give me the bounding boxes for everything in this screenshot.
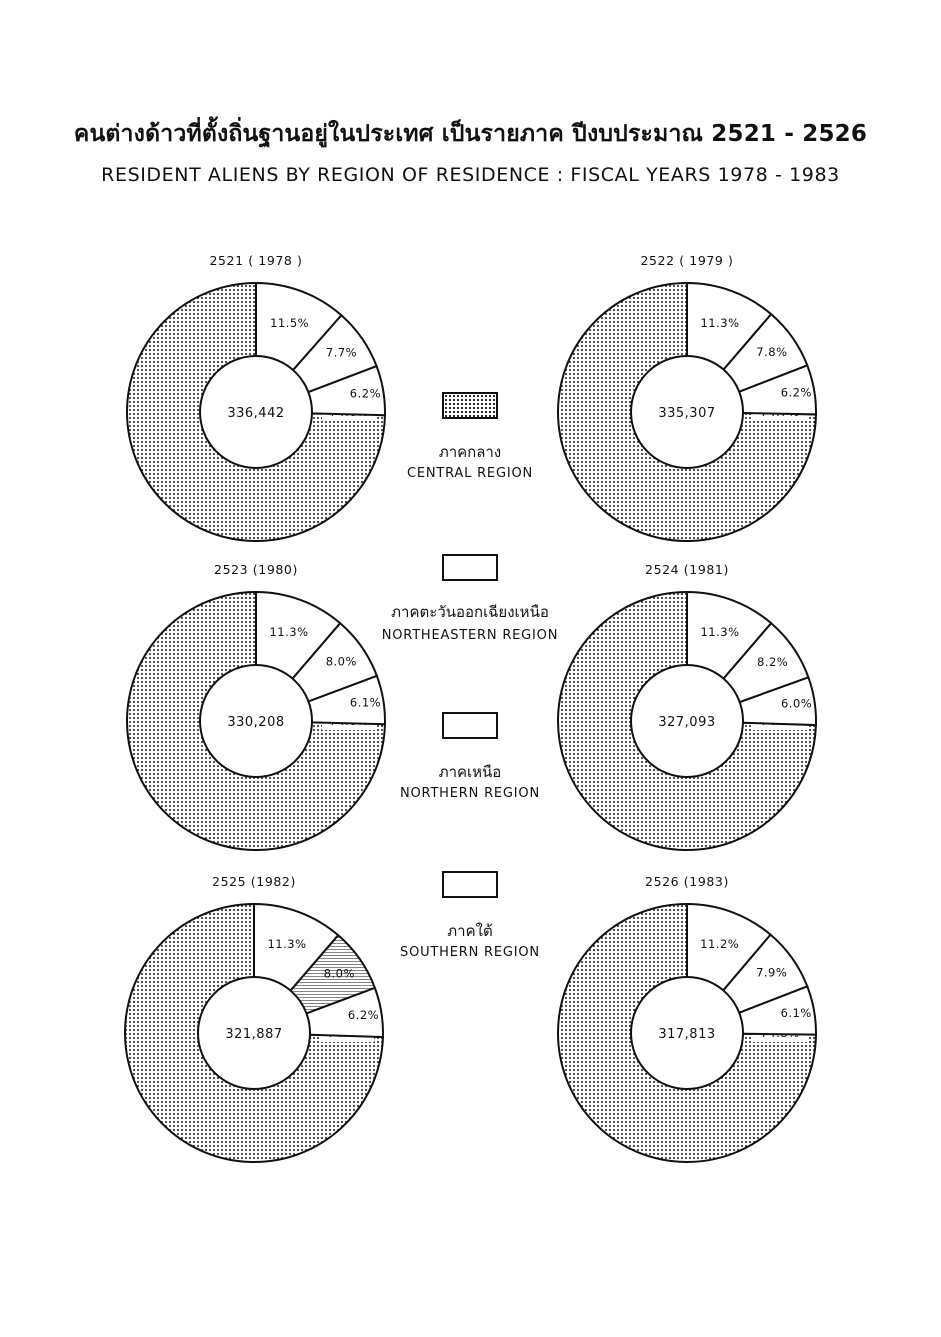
chart-title: 2525 (1982) — [212, 874, 296, 889]
data-label: 7.9% — [756, 965, 788, 980]
data-label: 6.0% — [780, 696, 813, 711]
legend-swatch-southern — [442, 871, 498, 898]
donut-chart — [127, 253, 385, 541]
legend-label-th: ภาคตะวันออกเฉียงเหนือ — [391, 603, 549, 621]
chart-title: 2523 (1980) — [214, 562, 298, 577]
total-label: 321,887 — [225, 1027, 283, 1042]
donut-chart — [558, 253, 816, 541]
data-label: 11.2% — [700, 936, 740, 951]
total-label: 330,208 — [227, 715, 285, 730]
title-english: RESIDENT ALIENS BY REGION OF RESIDENCE : FISCAL YEARS 1978 - 1983 — [101, 164, 840, 186]
data-label: 6.1% — [349, 695, 382, 710]
total-label: 336,442 — [227, 406, 285, 421]
data-label: 6.1% — [780, 1006, 812, 1021]
total-label: 327,093 — [658, 715, 716, 730]
data-label: 6.2% — [349, 386, 382, 401]
data-label: 11.3% — [269, 624, 309, 639]
legend-label-th: ภาคใต้ — [447, 922, 493, 940]
data-label: 7.7% — [325, 345, 358, 360]
chart-title: 2524 (1981) — [645, 562, 729, 577]
data-label: 6.2% — [347, 1007, 380, 1022]
legend-swatch-northeastern — [442, 554, 498, 581]
data-label: 8.0% — [323, 966, 355, 981]
legend-label-en: SOUTHERN REGION — [400, 945, 540, 960]
legend-label-en: NORTHEASTERN REGION — [381, 628, 559, 643]
data-label: 11.3% — [700, 624, 740, 639]
data-label: 11.5% — [270, 316, 310, 331]
chart-title: 2522 ( 1979 ) — [640, 253, 734, 268]
total-label: 335,307 — [658, 406, 716, 421]
data-label: 8.2% — [756, 655, 789, 669]
legend-label-th: ภาคกลาง — [438, 443, 502, 461]
legend-swatch-central — [442, 392, 498, 419]
title-thai: คนต่างด้าวที่ตั้งถิ่นฐานอยู่ในประเทศ เป็นรายภาค ปีงบประมาณ 2521 - 2526 — [73, 121, 868, 147]
legend-label-en: NORTHERN REGION — [400, 786, 540, 801]
chart-title: 2526 (1983) — [645, 874, 729, 889]
chart-title: 2521 ( 1978 ) — [209, 253, 303, 268]
data-label: 6.2% — [780, 385, 812, 400]
data-label: 7.8% — [756, 344, 788, 359]
donut-chart — [127, 562, 385, 850]
legend-swatch-northern — [442, 712, 498, 739]
data-label: 11.3% — [267, 936, 307, 951]
donut-chart — [558, 874, 816, 1162]
total-label: 317,813 — [658, 1027, 716, 1042]
data-label: 8.0% — [325, 654, 357, 669]
legend-label-th: ภาคเหนือ — [438, 763, 502, 781]
data-label: 11.3% — [700, 315, 740, 330]
donut-chart — [125, 874, 383, 1162]
legend-label-en: CENTRAL REGION — [406, 466, 534, 481]
donut-chart — [558, 562, 816, 850]
